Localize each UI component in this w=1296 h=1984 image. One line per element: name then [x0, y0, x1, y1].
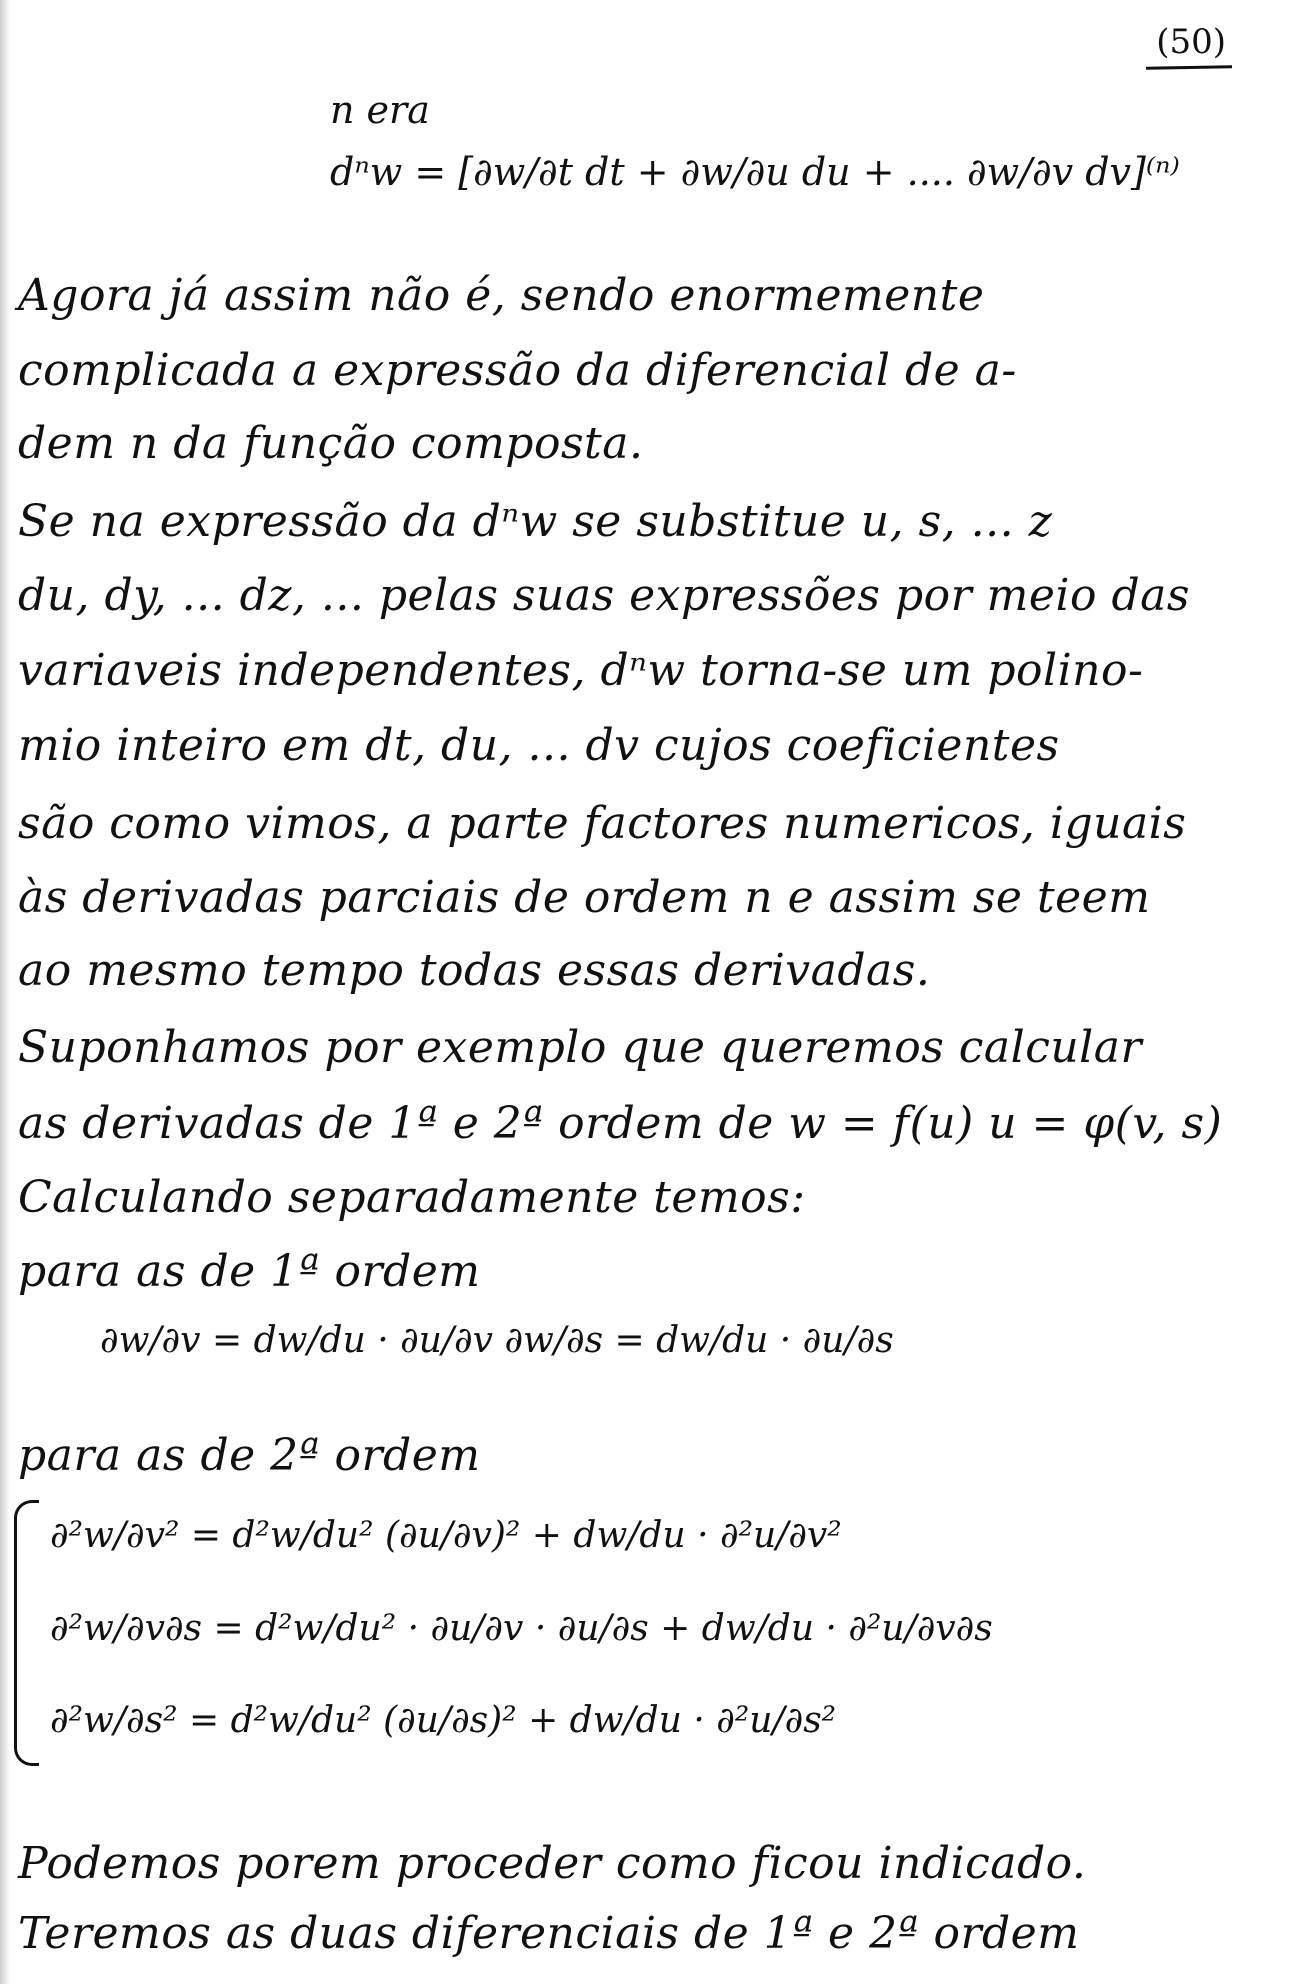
equation-line: ∂w/∂v = dw/du · ∂u/∂v ∂w/∂s = dw/du · ∂u/∂s [100, 1320, 894, 1361]
equation-line: ∂²w/∂v² = d²w/du² (∂u/∂v)² + dw/du · ∂²u/∂v² [50, 1515, 842, 1556]
equation-line: ∂²w/∂v∂s = d²w/du² · ∂u/∂v · ∂u/∂s + dw/du · ∂²u/∂v∂s [50, 1608, 993, 1649]
equation-line: ∂²w/∂s² = d²w/du² (∂u/∂s)² + dw/du · ∂²u/∂s² [50, 1700, 837, 1741]
text-line: às derivadas parciais de ordem n e assim se teem [18, 872, 1151, 923]
text-line: variaveis independentes, dⁿw torna-se um polino- [18, 645, 1144, 696]
text-line: são como vimos, a parte factores numericos, iguais [18, 798, 1187, 849]
page-number: (50) [1156, 22, 1226, 62]
text-line: du, dy, ... dz, ... pelas suas expressões por meio das [18, 570, 1190, 621]
text-line: dem n da função composta. [18, 418, 644, 469]
text-line: Suponhamos por exemplo que queremos calcular [18, 1022, 1143, 1073]
text-line: as derivadas de 1ª e 2ª ordem de w = f(u) u = φ(v, s) [18, 1098, 1223, 1149]
equation-line: dⁿw = [∂w/∂t dt + ∂w/∂u du + .... ∂w/∂v dv]⁽ⁿ⁾ [330, 150, 1180, 194]
text-line: Se na expressão da dⁿw se substitue u, s, ... z [18, 496, 1053, 547]
text-line: complicada a expressão da diferencial de a- [18, 345, 1017, 396]
text-line: para as de 2ª ordem [18, 1430, 481, 1481]
text-line: ao mesmo tempo todas essas derivadas. [18, 945, 931, 996]
text-line: Teremos as duas diferenciais de 1ª e 2ª ordem [18, 1908, 1080, 1959]
text-line: n era [330, 88, 430, 132]
text-line: para as de 1ª ordem [18, 1246, 481, 1297]
text-line: mio inteiro em dt, du, ... dv cujos coeficientes [18, 720, 1060, 771]
equation-brace [14, 1500, 39, 1766]
text-line: Calculando separadamente temos: [18, 1172, 806, 1223]
text-line: Agora já assim não é, sendo enormemente [18, 270, 985, 321]
page-number-underline [1146, 65, 1232, 70]
text-line: Podemos porem proceder como ficou indicado. [18, 1838, 1087, 1889]
